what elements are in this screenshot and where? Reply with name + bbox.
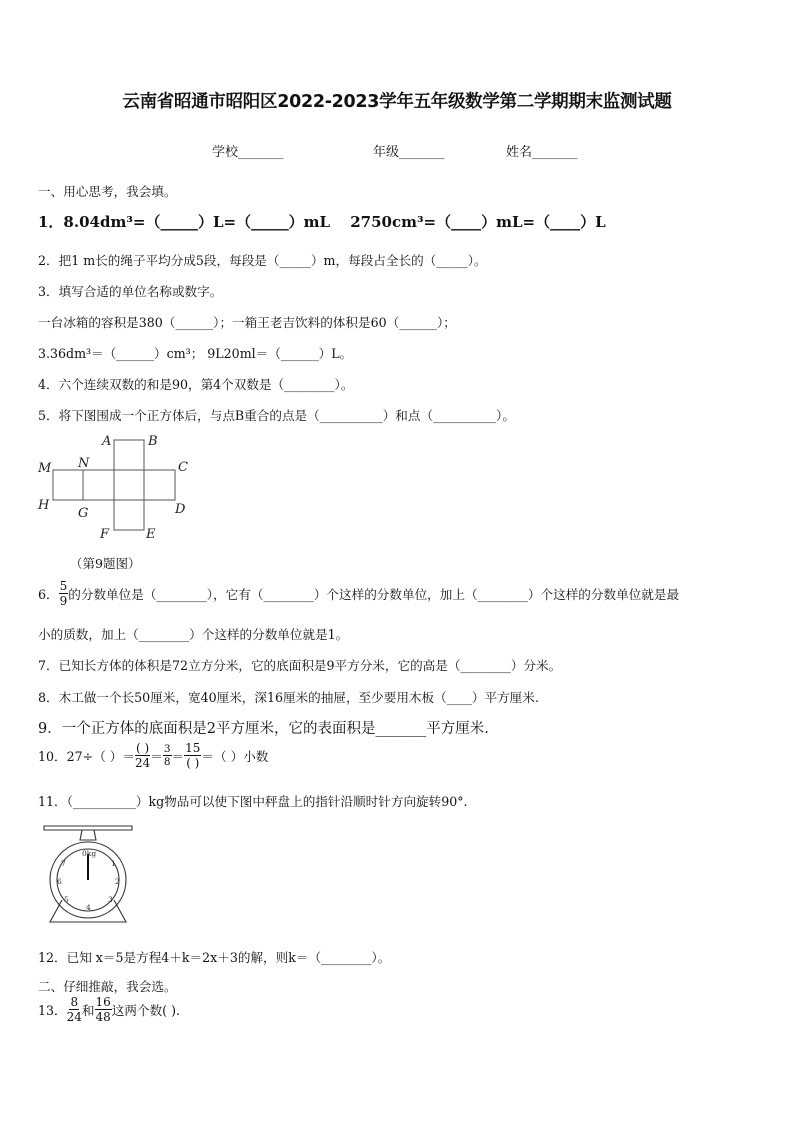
question-3: 3．填写合适的单位名称或数字。 — [38, 284, 223, 299]
net-face-mid-left — [83, 470, 114, 500]
label-H: H — [38, 498, 50, 513]
net-face-left — [53, 470, 83, 500]
fraction-denominator: 48 — [95, 1010, 111, 1024]
section-2-heading: 二、仔细推敲，我会选。 — [38, 979, 177, 994]
fraction-numerator: 15 — [185, 741, 201, 755]
question-9: 9．一个正方体的底面积是2平方厘米，它的表面积是_______平方厘米. — [38, 721, 489, 737]
dial-label-2: 2 — [115, 877, 120, 886]
scale-stem — [80, 830, 96, 840]
question-6-number: 6． — [38, 587, 59, 602]
label-N: N — [78, 456, 90, 471]
cube-net-figure — [36, 430, 206, 545]
label-A: A — [102, 434, 112, 449]
question-4: 4．六个连续双数的和是90，第4个双数是（________）。 — [38, 377, 354, 392]
conjunction-and: 和 — [81, 1003, 95, 1018]
school-field: 学校_______ — [212, 145, 284, 160]
scale-figure — [38, 822, 138, 932]
fraction-denominator: 24 — [66, 1010, 82, 1024]
question-10-end: ＝（ ）小数 — [201, 749, 269, 764]
question-6-line-2: 小的质数，加上（________）个这样的分数单位就是1。 — [38, 627, 349, 642]
fraction-numerator: 8 — [70, 995, 79, 1009]
dial-label-0kg: 0kg — [82, 849, 97, 858]
question-10-start: 10．27÷（ ）＝ — [38, 749, 135, 764]
label-M: M — [38, 461, 52, 476]
question-3-line-b: 3.36dm³＝（______）cm³； 9L20ml＝（______）L。 — [38, 346, 353, 361]
question-12: 12．已知 x＝5是方程4＋k＝2x＋3的解，则k＝（________）。 — [38, 950, 391, 965]
question-6-text: 的分数单位是（________），它有（________）个这样的分数单位，加上（________）个这样的分数单位就是最 — [68, 587, 680, 602]
scale-pan — [44, 826, 132, 830]
fraction-15-blank — [184, 742, 201, 769]
fraction-numerator: ( ) — [136, 741, 150, 755]
question-13-number: 13． — [38, 1003, 67, 1018]
dial-label-7: 7 — [61, 859, 66, 868]
dial-label-3: 3 — [108, 895, 113, 904]
question-5: 5．将下图围成一个正方体后，与点B重合的点是（__________）和点（__________）。 — [38, 408, 515, 423]
equals-sign: ＝ — [150, 749, 163, 764]
dial-label-4: 4 — [86, 903, 91, 912]
fraction-8-24 — [67, 996, 82, 1023]
dial-label-5: 5 — [64, 895, 69, 904]
fraction-5-9 — [59, 580, 69, 607]
question-10 — [38, 742, 268, 769]
fraction-16-48 — [95, 996, 112, 1023]
label-C: C — [178, 460, 188, 475]
question-13 — [38, 996, 180, 1023]
section-1-heading: 一、用心思考，我会填。 — [38, 184, 177, 199]
fraction-denominator: ( ) — [186, 756, 200, 770]
grade-field: 年级_______ — [373, 145, 445, 160]
question-8: 8．木工做一个长50厘米，宽40厘米，深16厘米的抽屉，至少要用木板（____）平方厘米. — [38, 690, 539, 705]
net-face-right — [144, 470, 175, 500]
figure-caption: （第9题图） — [70, 556, 141, 571]
question-3-line-a: 一台冰箱的容积是380（______）；一箱王老吉饮料的体积是60（______）； — [38, 315, 456, 330]
question-13-text: 这两个数( ). — [111, 1003, 180, 1018]
fraction-numerator: 3 — [163, 742, 171, 755]
dial-label-6: 6 — [57, 877, 62, 886]
label-D: D — [175, 502, 186, 517]
label-G: G — [78, 506, 89, 521]
question-11: 11．（__________）kg物品可以使下图中秤盘上的指针沿顺时针方向旋转90°. — [38, 794, 468, 809]
fraction-numerator: 5 — [59, 579, 68, 593]
fraction-blank-24 — [135, 742, 150, 769]
fraction-denominator: 24 — [134, 756, 151, 770]
fraction-3-8 — [163, 744, 172, 768]
question-7: 7．已知长方体的体积是72立方分米，它的底面积是9平方分米，它的高是（________）分米。 — [38, 658, 562, 673]
net-face-center — [114, 470, 144, 500]
name-field: 姓名_______ — [506, 145, 578, 160]
question-1: 1．8.04dm³=（_____）L=（_____）mL 2750cm³=（____）mL=（____）L — [38, 213, 606, 231]
fraction-denominator: 9 — [59, 594, 68, 608]
page-title: 云南省昭通市昭阳区2022-2023学年五年级数学第二学期期末监测试题 — [122, 92, 672, 112]
net-face-bottom — [114, 500, 144, 530]
question-6 — [38, 580, 679, 607]
net-face-top — [114, 440, 144, 470]
equals-sign: ＝ — [171, 749, 185, 764]
label-E: E — [146, 527, 156, 542]
fraction-numerator: 16 — [95, 995, 111, 1009]
dial-label-1: 1 — [111, 859, 116, 868]
label-B: B — [148, 434, 158, 449]
question-2: 2．把1 m长的绳子平均分成5段，每段是（_____）m，每段占全长的（_____）。 — [38, 253, 487, 268]
label-F: F — [100, 527, 110, 542]
fraction-denominator: 8 — [163, 756, 171, 768]
